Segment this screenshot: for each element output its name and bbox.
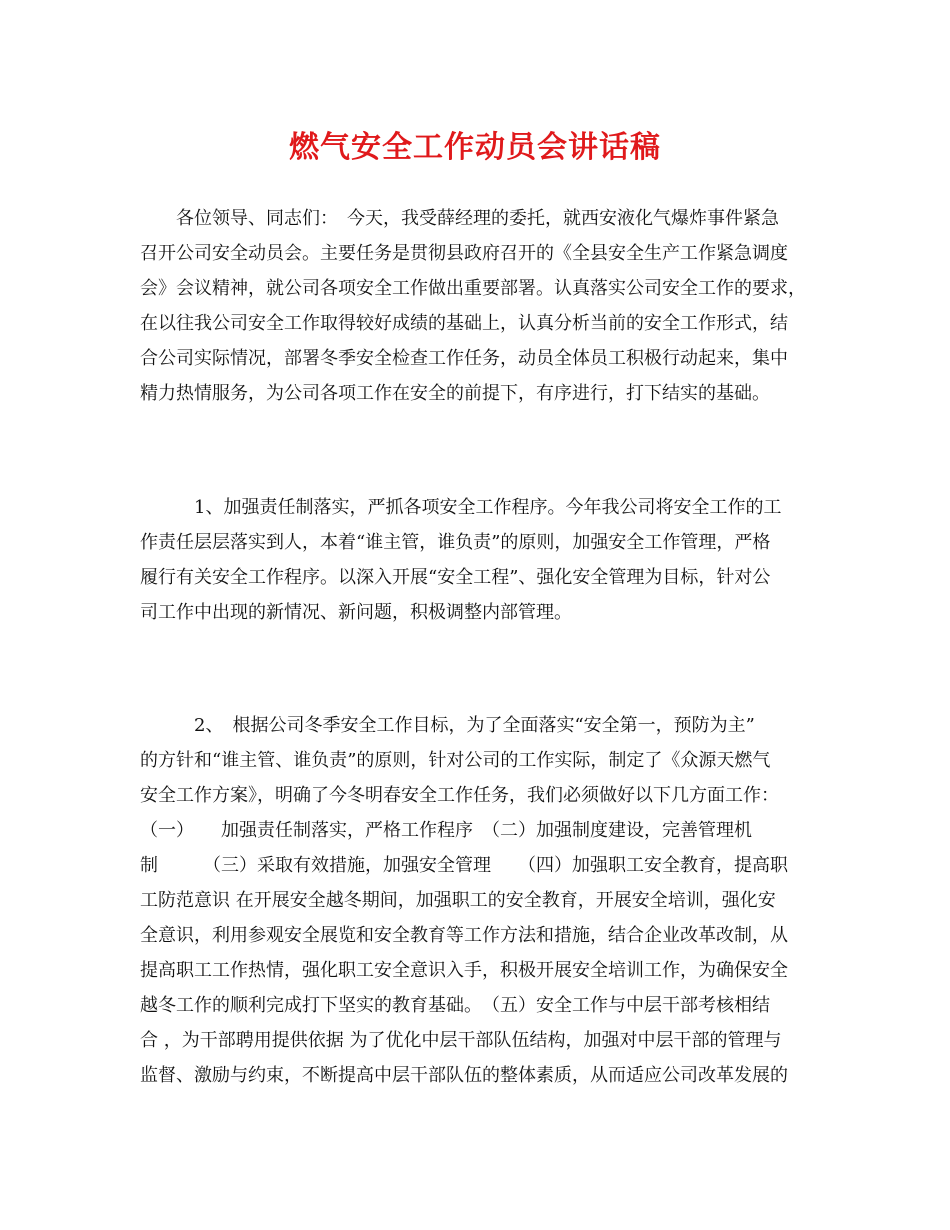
paragraph-line: 合 ，为干部聘用提供依据 为了优化中层干部队伍结构，加强对中层干部的管理与 [140,1030,782,1051]
paragraph-line: 在以往我公司安全工作取得较好成绩的基础上，认真分析当前的安全工作形式，结 [140,313,788,334]
document-title: 燃气安全工作动员会讲话稿 [289,130,661,165]
paragraph-line: 合公司实际情况，部署冬季安全检查工作任务，动员全体员工积极行动起来，集中 [140,348,788,369]
paragraph-line: 监督、激励与约束，不断提高中层干部队伍的整体素质，从而适应公司改革发展的 [140,1065,788,1086]
paragraph-line: 作责任层层落实到人，本着“谁主管，谁负责”的原则，加强安全工作管理，严格 [140,532,771,553]
paragraph-line: 制 （三）采取有效措施，加强安全管理 （四）加强职工安全教育，提高职 [140,855,788,876]
paragraph-line: 工防范意识 在开展安全越冬期间，加强职工的安全教育，开展安全培训，强化安 [140,890,776,911]
paragraph-line: 各位领导、同志们： 今天，我受薛经理的委托，就西安液化气爆炸事件紧急 [140,208,779,229]
paragraph-line: 的方针和“谁主管、谁负责”的原则，针对公司的工作实际，制定了《众源天燃气 [140,750,771,771]
paragraph-line: 2、 根据公司冬季安全工作目标，为了全面落实“安全第一，预防为主” [140,715,755,736]
paragraph-line: 履行有关安全工作程序。以深入开展“安全工程”、强化安全管理为目标，针对公 [140,567,771,588]
paragraph-line: 1、加强责任制落实，严抓各项安全工作程序。今年我公司将安全工作的工 [140,497,782,518]
paragraph-line: 精力热情服务，为公司各项工作在安全的前提下，有序进行，打下结实的基础。 [140,383,770,404]
paragraph-line: 安全工作方案》，明确了今冬明春安全工作任务，我们必须做好以下几方面工作： [140,785,779,806]
paragraph-line: 召开公司安全动员会。主要任务是贯彻县政府召开的《全县安全生产工作紧急调度 [140,243,788,264]
paragraph-line: 全意识，利用参观安全展览和安全教育等工作方法和措施，结合企业改革改制，从 [140,925,788,946]
paragraph-line: 司工作中出现的新情况、新问题，积极调整内部管理。 [140,602,572,623]
paragraph-line: （一） 加强责任制落实，严格工作程序 （二）加强制度建设，完善管理机 [140,820,752,841]
paragraph-line: 提高职工工作热情，强化职工安全意识入手，积极开展安全培训工作，为确保安全 [140,960,788,981]
paragraph-line: 越冬工作的顺利完成打下坚实的教育基础。 （五）安全工作与中层干部考核相结 [140,995,770,1016]
paragraph-line: 会》会议精神，就公司各项安全工作做出重要部署。认真落实公司安全工作的要求， [140,278,806,299]
